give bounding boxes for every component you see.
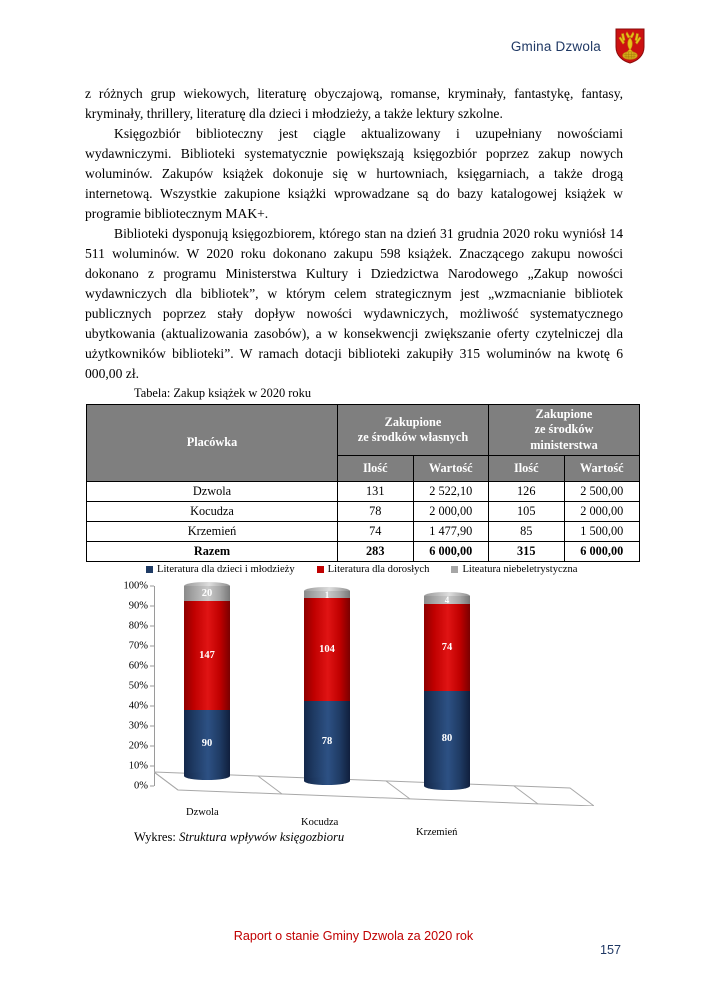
table-header-row-groups — [87, 405, 640, 456]
page-number: 157 — [599, 943, 621, 957]
cell-own-qty: 78 — [338, 502, 414, 522]
x-label-kocudza: Kocudza — [301, 817, 339, 828]
header-min-qty: Ilość — [489, 456, 565, 482]
chart-caption-title: Struktura wpływów księgozbioru — [179, 830, 345, 844]
bar-value-adults: 104 — [319, 644, 335, 655]
document-body — [85, 84, 623, 384]
y-tick-60: 60% — [128, 660, 148, 672]
y-axis-labels — [104, 580, 148, 792]
legend-swatch-red-icon — [317, 566, 324, 573]
header-group-ministry-line3: ministerstwa — [530, 437, 598, 452]
bar-cap-bottom — [424, 782, 470, 790]
table-head — [87, 405, 640, 482]
cell-min-val: 1 500,00 — [564, 522, 640, 542]
y-tick-10: 10% — [128, 760, 148, 772]
legend-label-children: Literatura dla dzieci i młodzieży — [157, 564, 295, 575]
header-group-ministry-line1: Zakupione — [535, 407, 593, 421]
bar-value-nonfiction: 4 — [444, 595, 450, 605]
cell-total-min-val: 6 000,00 — [564, 542, 640, 562]
cell-min-val: 2 000,00 — [564, 502, 640, 522]
cell-own-val: 1 477,90 — [413, 522, 489, 542]
header-group-own — [338, 405, 489, 456]
cell-min-val: 2 500,00 — [564, 482, 640, 502]
legend-label-nonfiction: Liteatura niebeletrystyczna — [462, 564, 578, 575]
bar-segment-children — [304, 701, 350, 781]
x-label-krzemien: Krzemień — [416, 827, 458, 838]
header-own-qty: Ilość — [338, 456, 414, 482]
cell-total-own-qty: 283 — [338, 542, 414, 562]
paragraph-2: Księgozbiór biblioteczny jest ciągle aktualizowany i uzupełniany nowościami wydawniczymi. Biblioteki systematycznie powiększają księgozbiór poprzez zakup nowych woluminów. Zakupów książek dokonuje się w hurtowniach, księgarniach, a także drogą internetową. Wszystkie zakupione książki wprowadzane są do bazy katalogowej książek w programie bibliotecznym MAK+. — [85, 125, 623, 221]
header-placowka: Placówka — [87, 405, 338, 482]
table-row — [87, 522, 640, 542]
bar-segment-nonfiction — [184, 586, 230, 601]
header-min-value: Wartość — [564, 456, 640, 482]
x-label-dzwola: Dzwola — [186, 807, 219, 818]
bar-segment-adults — [424, 604, 470, 691]
cell-placowka: Kocudza — [87, 502, 338, 522]
header-group-ministry — [489, 405, 640, 456]
header-group-own-line1: Zakupione — [384, 414, 442, 429]
paragraph-3: Biblioteki dysponują księgozbiorem, którego stan na dzień 31 grudnia 2020 roku wyniósł 14 511 woluminów. W 2020 roku dokonano zakupu 598 książek. Znaczącego zakupu nowości dokonano z programu Ministerstwa Kultury i Dziedzictwa Narodowego „Zakup nowości wydawniczych dla bibliotek”, w którym celem strategicznym jest „wzmacnianie bibliotek publicznych poprzez stały dopływ nowości wydawniczych, możliwość systematycznego ubytkowania (aktualizowania zasobów), a w konsekwencji zwiększanie oferty czytelniczej dla użytkowników biblioteki”. W ramach dotacji biblioteki zakupiły 315 woluminów na kwotę 6 000,00 zł. — [85, 225, 623, 381]
y-tick-80: 80% — [128, 620, 148, 632]
bar-value-children: 80 — [441, 733, 453, 744]
header-own-value: Wartość — [413, 456, 489, 482]
bar-value-nonfiction: 1 — [324, 589, 330, 600]
bar-segment-children — [184, 710, 230, 776]
header-title: Gmina Dzwola — [510, 38, 601, 54]
table-caption: Tabela: Zakup książek w 2020 roku — [134, 386, 312, 400]
cell-total-own-val: 6 000,00 — [413, 542, 489, 562]
page-header — [511, 28, 645, 64]
y-tick-100: 100% — [123, 580, 148, 592]
cell-own-qty: 131 — [338, 482, 414, 502]
bar-krzemien — [424, 596, 470, 786]
y-tick-30: 30% — [128, 720, 148, 732]
bar-dzwola — [184, 586, 230, 776]
coat-of-arms-icon — [615, 28, 645, 64]
y-tick-50: 50% — [128, 680, 148, 692]
cell-own-qty: 74 — [338, 522, 414, 542]
cell-placowka: Dzwola — [87, 482, 338, 502]
cell-min-qty: 105 — [489, 502, 565, 522]
y-tick-40: 40% — [128, 700, 148, 712]
legend-item-adults — [317, 564, 430, 575]
chart-caption — [134, 830, 344, 845]
cell-own-val: 2 000,00 — [413, 502, 489, 522]
cell-total-min-qty: 315 — [489, 542, 565, 562]
purchases-table — [86, 404, 640, 562]
cell-min-qty: 85 — [489, 522, 565, 542]
bar-segment-nonfiction — [304, 591, 350, 598]
bar-value-nonfiction: 20 — [201, 588, 213, 599]
header-group-ministry-line2: ze środków — [534, 422, 594, 437]
table-row — [87, 502, 640, 522]
y-tick-20: 20% — [128, 740, 148, 752]
footer-text: Raport o stanie Gminy Dzwola za 2020 rok — [233, 929, 474, 943]
purchases-table-wrapper — [86, 404, 623, 562]
legend-item-nonfiction — [451, 564, 577, 575]
bar-segment-adults — [304, 598, 350, 701]
header-group-own-line2: ze środków własnych — [357, 430, 469, 445]
legend-swatch-gray-icon — [451, 566, 458, 573]
y-tick-90: 90% — [128, 600, 148, 612]
y-tick-70: 70% — [128, 640, 148, 652]
legend-swatch-navy-icon — [146, 566, 153, 573]
bar-value-children: 90 — [201, 737, 213, 749]
bar-kocudza — [304, 591, 350, 781]
bar-value-adults: 74 — [441, 642, 453, 653]
y-tick-0: 0% — [134, 780, 148, 792]
table-body — [87, 482, 640, 562]
bar-cap-bottom — [304, 777, 350, 785]
cell-min-qty: 126 — [489, 482, 565, 502]
bar-segment-children — [424, 691, 470, 786]
cell-total-label: Razem — [87, 542, 338, 562]
bar-segment-adults — [184, 601, 230, 710]
legend-label-adults: Literatura dla dorosłych — [327, 564, 430, 575]
bar-value-children: 78 — [321, 735, 333, 747]
bar-segment-nonfiction — [424, 596, 470, 604]
legend-item-children — [146, 564, 295, 575]
bar-cap-bottom — [184, 772, 230, 780]
chart-legend — [146, 564, 577, 575]
chart-caption-prefix: Wykres: — [134, 830, 180, 844]
paragraph-1: z różnych grup wiekowych, literaturę obyczajową, romanse, kryminały, fantastykę, fantasy, kryminały, thrillery, literaturę dla dzieci i młodzieży, a także lektury szkolne. — [85, 86, 623, 121]
bar-value-adults: 147 — [199, 650, 215, 661]
cell-placowka: Krzemień — [87, 522, 338, 542]
table-row — [87, 482, 640, 502]
y-axis-line — [154, 586, 155, 786]
cell-own-val: 2 522,10 — [413, 482, 489, 502]
table-row-total — [87, 542, 640, 562]
